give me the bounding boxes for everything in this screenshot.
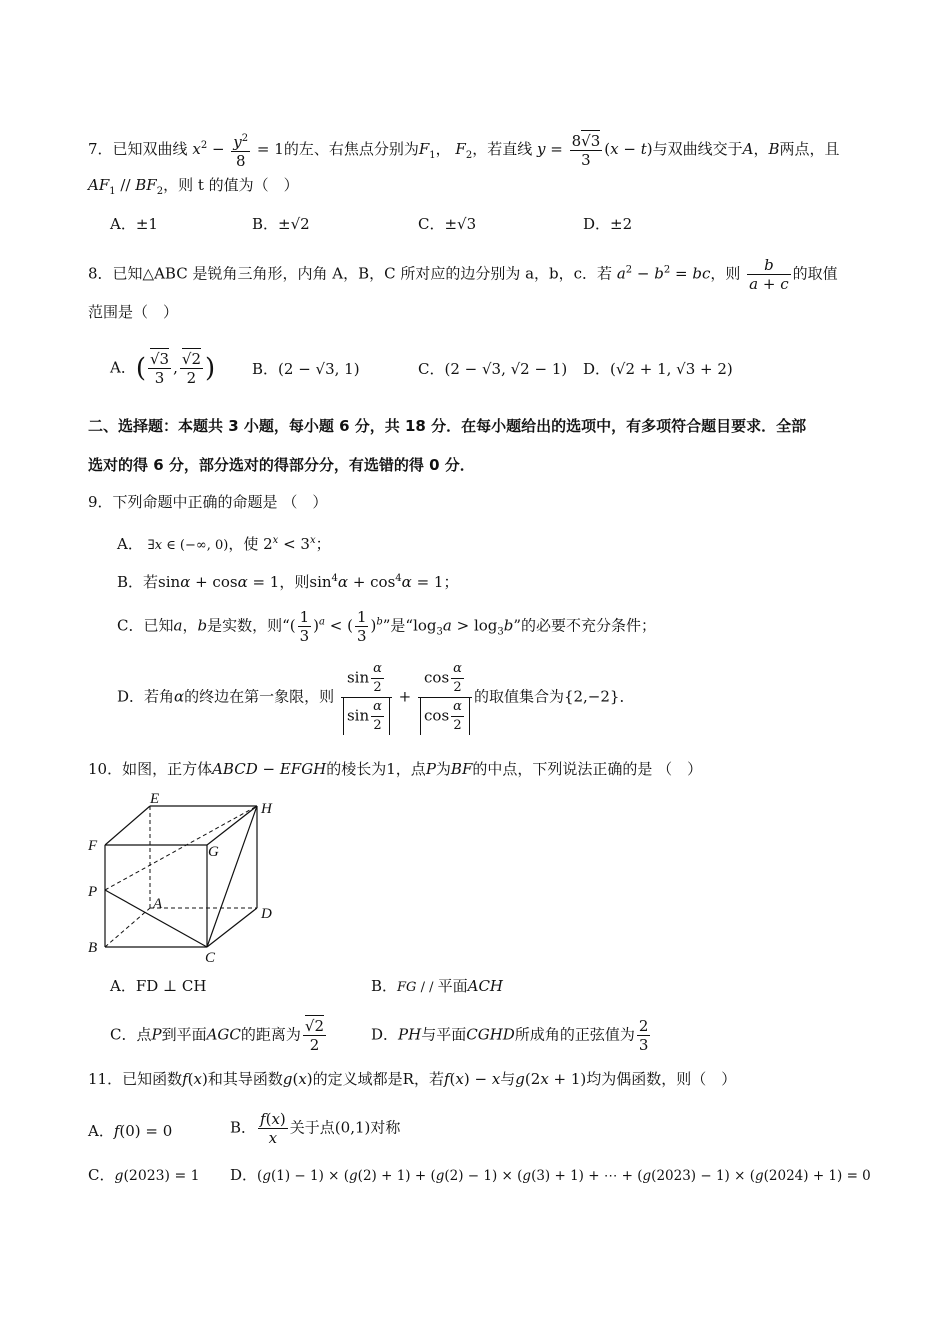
q11-b-text2: 对称 (370, 1118, 401, 1137)
q11-option-c: C．g(2023) = 1 (88, 1166, 200, 1184)
q9-c-end: ”的必要不充分条件； (513, 616, 657, 635)
q7-option-b: B．±√2 (252, 215, 310, 233)
q9-stem: 9．下列命题中正确的命题是 （ ） (88, 493, 328, 511)
q10-option-d: D．PH与平面CGHD所成角的正弦值为 $\frac{2}{3}$ (371, 1017, 649, 1054)
q10-d-label: D． (371, 1025, 399, 1044)
label-G: G (208, 844, 219, 860)
q8-text: 已知△ABC 是锐角三角形，内角 A，B，C 所对应的边分别为 a，b，c．若 (112, 264, 613, 283)
section2-title-line2: 选对的得 6 分，部分选对的得部分分，有选错的得 0 分． (88, 456, 475, 474)
label-H: H (261, 801, 272, 817)
q9-d-end: 的取值集合为 (473, 687, 564, 706)
label-C: C (205, 950, 216, 965)
q11-option-d: D．(g(1) − 1) × (g(2) + 1) + (g(2) − 1) × (g(3) + 1) + ⋯ + (g(2023) − 1) × (g(2024) + 1) = 0 (230, 1166, 871, 1184)
q8-option-a: A．( $\frac{√3}{3}$ , $\frac{√2}{2}$ ) (110, 350, 216, 387)
q7-text5: 两点，且 (779, 140, 840, 158)
q9-c-mid2: ”是“ (382, 616, 414, 635)
q11-d-label: D． (230, 1166, 258, 1184)
q7-line2: $AF_1 // BF_2$，则 t 的值为（ ） (88, 176, 299, 197)
q8-line2: 范围是（ ） (88, 303, 179, 321)
q11-stem: 11．已知函数f(x)和其导函数g(x)的定义域都是R，若f(x) − x与g(2x + 1)均为偶函数，则（ ） (88, 1070, 737, 1088)
q7-option-c: C．±√3 (418, 215, 477, 233)
q10-c-text2: 的距离为 (240, 1025, 301, 1044)
q11-stem-d: 与 (500, 1070, 516, 1088)
q8-number: 8． (88, 264, 113, 283)
q9-d-set: {2,−2} (563, 687, 620, 706)
q10-c-text: 到平面 (161, 1025, 207, 1044)
q7-text4: 与双曲线交于 (652, 140, 743, 158)
q11-stem-b: 和其导函数 (207, 1070, 283, 1088)
q7-option-a: A．±1 (110, 215, 158, 233)
q10-stem-a: 10．如图，正方体 (88, 760, 213, 778)
q10-option-a: A．FD ⊥ CH (110, 977, 207, 995)
q9-d-label: D．若角 (117, 687, 175, 706)
q11-stem-a: 11．已知函数 (88, 1070, 183, 1088)
label-D: D (261, 906, 272, 922)
cube-figure (80, 790, 290, 965)
q11-option-b: B． $\frac{f(x)}{x}$ 关于点(0,1)对称 (230, 1110, 401, 1147)
q8-option-d: D．(√2 + 1, √3 + 2) (583, 360, 733, 378)
q10-stem-b: 的棱长为1，点 (326, 760, 426, 778)
q10-b-label: B． (371, 977, 398, 995)
q11-stem-c: 的定义域都是R，若 (312, 1070, 444, 1088)
q7-number: 7． (88, 140, 113, 158)
q9-b-label: B．若 (117, 573, 159, 591)
label-A: A (153, 896, 163, 912)
q7-text3: ，若直线 (472, 140, 533, 158)
q10-option-c: C．点P到平面AGC的距离为 $\frac{√2}{2}$ (110, 1017, 325, 1054)
q8-text3: 的取值 (792, 264, 838, 283)
q10-c-label: C．点 (110, 1025, 152, 1044)
label-F: F (88, 838, 98, 854)
q9-option-a: A． ∃x ∈ (−∞, 0)，使 $2^x < 3^x$； (117, 535, 331, 553)
q8-option-a-label: A． (110, 358, 136, 377)
q7-line1: 7．已知双曲线 $x^2$ − $\frac{y^2}{8}$ = 1的左、右焦点分别为$F_1$， $F_2$，若直线 y = $\frac{8√3}{3}$ (x − t)与双曲线交于A，B两点，且 (88, 131, 840, 170)
q8-option-c: C．(2 − √3, √2 − 1) (418, 360, 568, 378)
q11-b-label: B． (230, 1118, 257, 1137)
q7-text2: 的左、右焦点分别为 (283, 140, 419, 158)
label-E: E (150, 791, 160, 807)
q8-option-c-label: C． (418, 360, 445, 378)
q10-option-b: B．FG / / 平面ACH (371, 977, 504, 995)
q9-option-c: C．已知a，b是实数，则“( $\frac{1}{3}$ )$^a$ < ( $\frac{1}{3}$ )$^b$”是“$\log_3a > \log_3b$”的必要不充分条件； (117, 608, 657, 645)
q9-a-label: A． (117, 535, 143, 553)
q9-b-mid: ，则 (279, 573, 310, 591)
q9-c-label: C．已知 (117, 616, 174, 635)
q10-b-text: 平面 (437, 977, 468, 995)
q11-a-label: A． (88, 1122, 114, 1140)
q7-option-d: D．±2 (583, 215, 633, 233)
q11-stem-e: 均为偶函数，则（ ） (586, 1070, 737, 1088)
q7-line2-text: ，则 t 的值为（ ） (163, 176, 299, 194)
q8-text2: ，则 (710, 264, 741, 283)
q11-option-a: A．f(0) = 0 (88, 1122, 173, 1140)
q11-c-label: C． (88, 1166, 115, 1184)
q9-d-mid: 的终边在第一象限，则 (184, 687, 335, 706)
q11-b-text: 关于点 (289, 1118, 335, 1137)
q9-option-d: D．若角α的终边在第一象限，则 sin $\frac{\alpha}{2}$ sin $\frac{\alpha}{2}$ + cos $\frac{\alpha}{2}$ cos $\frac{\alpha}{2}$ 的取值集合为{2,−2}． (117, 661, 635, 733)
q9-a-text: ，使 (228, 535, 259, 553)
label-P: P (88, 884, 98, 900)
q8-line1: 8．已知△ABC 是锐角三角形，内角 A，B，C 所对应的边分别为 a，b，c．若 $a^2 - b^2$ = bc，则 $\frac{b}{a + c}$ 的取值 (88, 256, 838, 293)
q7-text: 已知双曲线 (112, 140, 188, 158)
q8-option-b: B．(2 − √3, 1) (252, 360, 360, 378)
q10-stem-c: 为 (435, 760, 451, 778)
q8-option-b-label: B． (252, 360, 279, 378)
q10-d-text2: 所成角的正弦值为 (514, 1025, 635, 1044)
section2-title-line1: 二、选择题：本题共 3 小题，每小题 6 分，共 18 分．在每小题给出的选项中，有多项符合题目要求．全部 (88, 417, 807, 435)
q9-option-b: B．若sinα + cosα = 1，则$\sin^4\alpha + \cos^4\alpha = 1$； (117, 573, 459, 591)
label-B: B (88, 940, 98, 956)
q9-c-mid: 是实数，则“ (207, 616, 290, 635)
q10-d-text: 与平面 (421, 1025, 467, 1044)
q10-stem: 10．如图，正方体ABCD − EFGH的棱长为1，点P为BF的中点，下列说法正确的是 （ ） (88, 760, 703, 778)
q10-stem-d: 的中点，下列说法正确的是 （ ） (472, 760, 703, 778)
q8-option-d-label: D． (583, 360, 611, 378)
